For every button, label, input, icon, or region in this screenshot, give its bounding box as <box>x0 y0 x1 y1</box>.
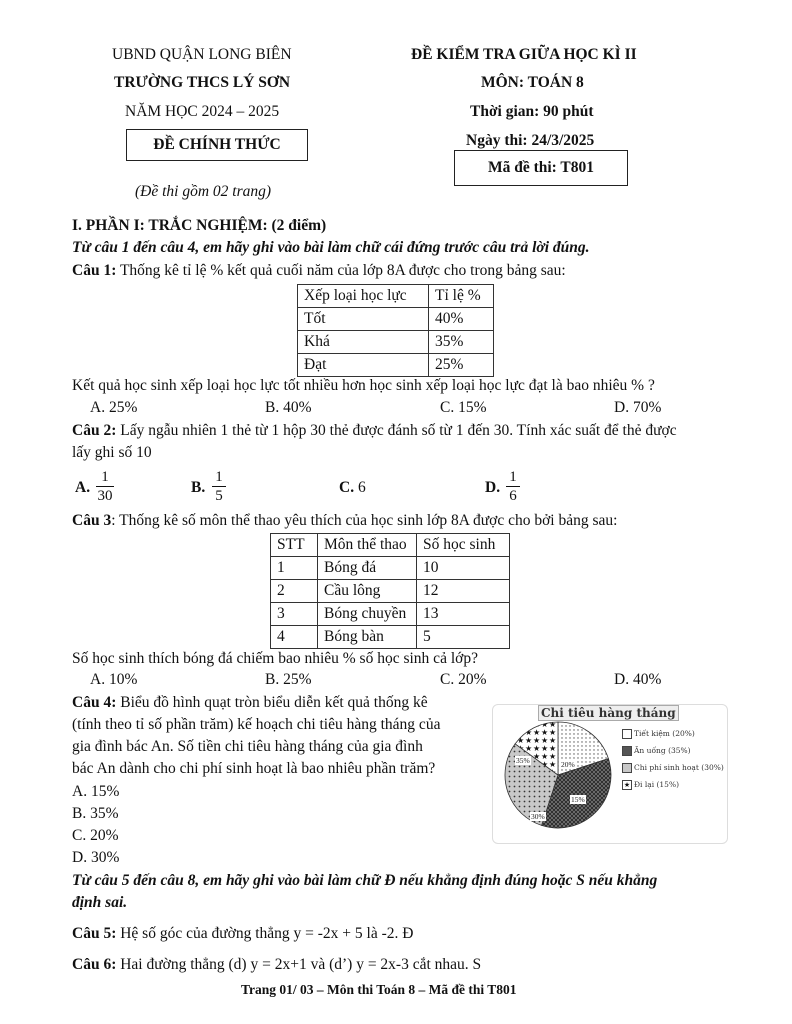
q1-option-c: C. 15% <box>440 399 487 416</box>
table-cell: Bóng đá <box>318 557 417 580</box>
q2-option-a-fraction <box>96 469 114 504</box>
slice-label: 35% <box>516 756 530 765</box>
table-row <box>298 308 494 331</box>
table-header-cell: Môn thể thao <box>318 534 417 557</box>
legend-label-food: Ăn uống (35%) <box>634 746 691 755</box>
fraction-denominator: 30 <box>97 488 113 504</box>
fraction-numerator: 1 <box>101 469 109 485</box>
q3-option-c: C. 20% <box>440 671 487 688</box>
q5-statement <box>72 925 413 943</box>
q1-table <box>297 284 494 377</box>
exam-code-box <box>454 150 628 186</box>
q1-option-a: A. 25% <box>90 399 138 416</box>
legend-label-travel: Đi lại (15%) <box>634 780 680 789</box>
q4-line-4: bác An dành cho chi phí sinh hoạt là bao nhiêu phần trăm? <box>72 760 436 777</box>
q2-option-a-label: A. <box>75 479 91 496</box>
q5-text: Hệ số góc của đường thẳng y = -2x + 5 là -2. Đ <box>116 925 414 942</box>
q3-text: : Thống kê số môn thể thao yêu thích của học sinh lớp 8A được cho bởi bảng sau: <box>111 512 618 529</box>
school-name: TRƯỜNG THCS LÝ SƠN <box>114 74 291 91</box>
exam-code: Mã đề thi: T801 <box>487 159 595 176</box>
pages-note: (Đề thi gồm 02 trang) <box>135 183 272 200</box>
school-year: NĂM HỌC 2024 – 2025 <box>125 103 280 120</box>
chart-title: Chi tiêu hàng tháng <box>538 705 679 721</box>
exam-title: ĐỀ KIỂM TRA GIỮA HỌC KÌ II <box>411 46 637 63</box>
table-cell: 25% <box>429 354 494 377</box>
table-cell: 2 <box>271 580 318 603</box>
table-cell: Tốt <box>298 308 429 331</box>
page-footer: Trang 01/ 03 – Môn thi Toán 8 – Mã đề thi T801 <box>241 982 517 997</box>
official-exam-box <box>126 129 308 161</box>
legend-swatch-savings <box>622 729 632 739</box>
q3-label: Câu 3 <box>72 512 112 529</box>
q1-text: Thống kê tỉ lệ % kết quả cuối năm của lớp 8A được cho trong bảng sau: <box>116 262 566 279</box>
table-cell: 3 <box>271 603 318 626</box>
table-row <box>298 285 494 308</box>
q3-option-a: A. 10% <box>90 671 138 688</box>
q4-line-1 <box>72 694 428 712</box>
table-cell: 1 <box>271 557 318 580</box>
pie-chart <box>492 704 726 842</box>
q2-option-b-fraction <box>212 469 226 504</box>
q4-text-1: Biểu đồ hình quạt tròn biểu diễn kết quả thống kê <box>116 694 428 711</box>
part2-instruction-2: định sai. <box>72 894 128 911</box>
q2-text-2: lấy ghi số 10 <box>72 444 152 461</box>
table-header-cell: Xếp loại học lực <box>298 285 429 308</box>
q2-option-c <box>339 479 366 497</box>
q6-text: Hai đường thẳng (d) y = 2x+1 và (d’) y = 2x-3 cắt nhau. S <box>116 956 482 973</box>
table-row <box>298 354 494 377</box>
part1-title: I. PHẦN I: TRẮC NGHIỆM: (2 điểm) <box>72 217 327 234</box>
table-header-cell: STT <box>271 534 318 557</box>
q3-question: Số học sinh thích bóng đá chiếm bao nhiêu % số học sinh cả lớp? <box>72 650 478 667</box>
table-cell: Cầu lông <box>318 580 417 603</box>
fraction-numerator: 1 <box>509 469 517 485</box>
q3-table <box>270 533 510 649</box>
legend-label-savings: Tiết kiệm (20%) <box>634 729 695 738</box>
part2-instruction-1: Từ câu 5 đến câu 8, em hãy ghi vào bài làm chữ Đ nếu khẳng định đúng hoặc S nếu khẳng <box>72 872 658 889</box>
table-cell: 4 <box>271 626 318 649</box>
slice-label: 20% <box>561 760 575 769</box>
q4-option-a: A. 15% <box>72 783 120 800</box>
q4-line-3: gia đình bác An. Số tiền chi tiêu hàng tháng của gia đình <box>72 738 423 755</box>
q2-statement <box>72 422 677 440</box>
table-row <box>298 331 494 354</box>
q2-label: Câu 2: <box>72 422 117 439</box>
q2-option-c-label: C. <box>339 479 355 496</box>
subject: MÔN: TOÁN 8 <box>481 74 584 91</box>
q4-option-d: D. 30% <box>72 849 120 866</box>
table-cell: Khá <box>298 331 429 354</box>
q1-statement <box>72 262 566 280</box>
part1-instruction: Từ câu 1 đến câu 4, em hãy ghi vào bài làm chữ cái đứng trước câu trả lời đúng. <box>72 239 590 256</box>
duration: Thời gian: 90 phút <box>470 103 594 120</box>
q1-option-b: B. 40% <box>265 399 312 416</box>
official-exam-label: ĐỀ CHÍNH THỨC <box>153 136 281 153</box>
q1-option-d: D. 70% <box>614 399 662 416</box>
q4-option-b: B. 35% <box>72 805 119 822</box>
q3-option-d: D. 40% <box>614 671 662 688</box>
q6-label: Câu 6: <box>72 956 117 973</box>
table-row <box>271 580 510 603</box>
legend-swatch-travel: ★ <box>623 781 631 789</box>
q3-option-b: B. 25% <box>265 671 312 688</box>
table-cell: Bóng chuyền <box>318 603 417 626</box>
fraction-denominator: 5 <box>215 488 223 504</box>
q2-option-c-value: 6 <box>354 479 366 496</box>
district-name: UBND QUẬN LONG BIÊN <box>112 46 292 63</box>
q2-text-1: Lấy ngẫu nhiên 1 thẻ từ 1 hộp 30 thẻ được đánh số từ 1 đến 30. Tính xác suất để thẻ được <box>116 422 677 439</box>
table-header-cell: Số học sinh <box>417 534 510 557</box>
q6-statement <box>72 956 481 974</box>
q4-label: Câu 4: <box>72 694 117 711</box>
table-cell: 13 <box>417 603 510 626</box>
table-row <box>271 557 510 580</box>
table-cell: 12 <box>417 580 510 603</box>
q2-option-d-label: D. <box>485 479 501 496</box>
slice-label: 15% <box>571 795 585 804</box>
table-row <box>271 626 510 649</box>
table-row <box>271 534 510 557</box>
legend-swatch-living <box>622 763 632 773</box>
fraction-denominator: 6 <box>509 488 517 504</box>
q5-label: Câu 5: <box>72 925 117 942</box>
slice-label: 30% <box>531 812 545 821</box>
table-cell: 40% <box>429 308 494 331</box>
table-cell: Bóng bàn <box>318 626 417 649</box>
table-row <box>271 603 510 626</box>
table-cell: 10 <box>417 557 510 580</box>
q1-label: Câu 1: <box>72 262 117 279</box>
q1-question: Kết quả học sinh xếp loại học lực tốt nhiều hơn học sinh xếp loại học lực đạt là bao nhiêu % ? <box>72 377 655 394</box>
legend-swatch-food <box>622 746 632 756</box>
legend-label-living: Chi phí sinh hoạt (30%) <box>634 763 724 772</box>
q2-option-d-fraction <box>506 469 520 504</box>
table-cell: Đạt <box>298 354 429 377</box>
fraction-numerator: 1 <box>215 469 223 485</box>
table-cell: 5 <box>417 626 510 649</box>
exam-date: Ngày thi: 24/3/2025 <box>466 132 595 149</box>
q3-statement <box>72 512 617 530</box>
table-cell: 35% <box>429 331 494 354</box>
table-header-cell: Tỉ lệ % <box>429 285 494 308</box>
q4-line-2: (tính theo tỉ số phần trăm) kế hoạch chi tiêu hàng tháng của <box>72 716 441 733</box>
q2-option-b-label: B. <box>191 479 206 496</box>
q4-option-c: C. 20% <box>72 827 119 844</box>
